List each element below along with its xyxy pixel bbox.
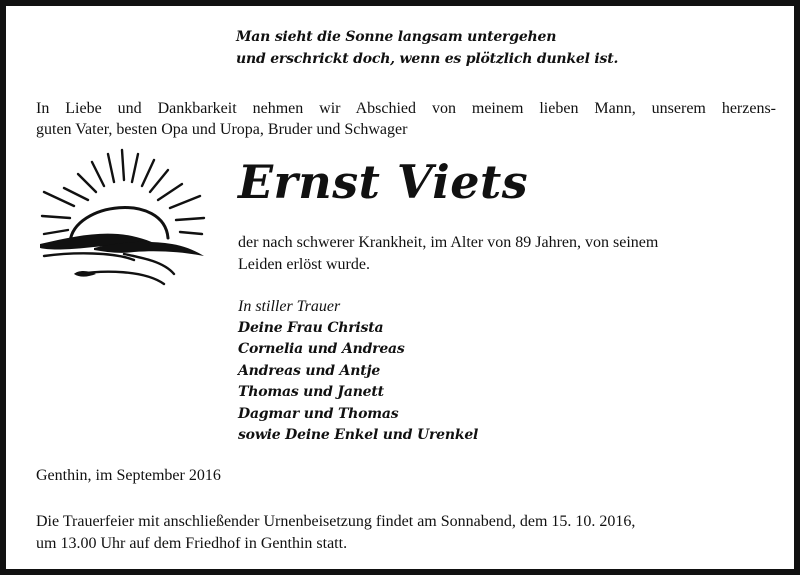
- deceased-name: Ernst Viets: [238, 155, 529, 209]
- cause-line-2: Leiden erlöst wurde.: [238, 256, 370, 273]
- intro-line-1: In Liebe und Dankbarkeit nehmen wir Abschied von meinem lieben Mann, unserem herzens-: [36, 100, 776, 117]
- motto-quote: [236, 26, 618, 70]
- intro-line-2: guten Vater, besten Opa und Uropa, Bruder und Schwager: [36, 121, 408, 138]
- place-and-date: Genthin, im September 2016: [36, 467, 221, 484]
- funeral-ceremony-text: [36, 511, 635, 555]
- mourner-name: Dagmar und Thomas: [238, 405, 399, 422]
- mourners-list: [238, 296, 478, 447]
- intro-text: [36, 98, 786, 140]
- mourner-name: Deine Frau Christa: [238, 319, 384, 336]
- mourner-name: Cornelia und Andreas: [238, 341, 405, 357]
- mourner-name: Thomas und Janett: [238, 384, 384, 400]
- mourners-heading: In stiller Trauer: [238, 298, 341, 315]
- motto-line-2: und erschrickt doch, wenn es plötzlich dunkel ist.: [236, 51, 619, 67]
- mourner-name: Andreas und Antje: [238, 362, 381, 379]
- mourner-name: sowie Deine Enkel und Urenkel: [238, 427, 479, 443]
- motto-line-1: Man sieht die Sonne langsam untergehen: [236, 29, 557, 45]
- ceremony-line-1: Die Trauerfeier mit anschließender Urnenbeisetzung findet am Sonnabend, dem 15. 10. 2016,: [36, 513, 636, 530]
- cause-of-death-text: [238, 232, 783, 276]
- cause-line-1: der nach schwerer Krankheit, im Alter von 89 Jahren, von seinem: [238, 234, 659, 251]
- ceremony-line-2: um 13.00 Uhr auf dem Friedhof in Genthin statt.: [36, 535, 348, 552]
- sunset-over-hills-icon: [34, 144, 214, 294]
